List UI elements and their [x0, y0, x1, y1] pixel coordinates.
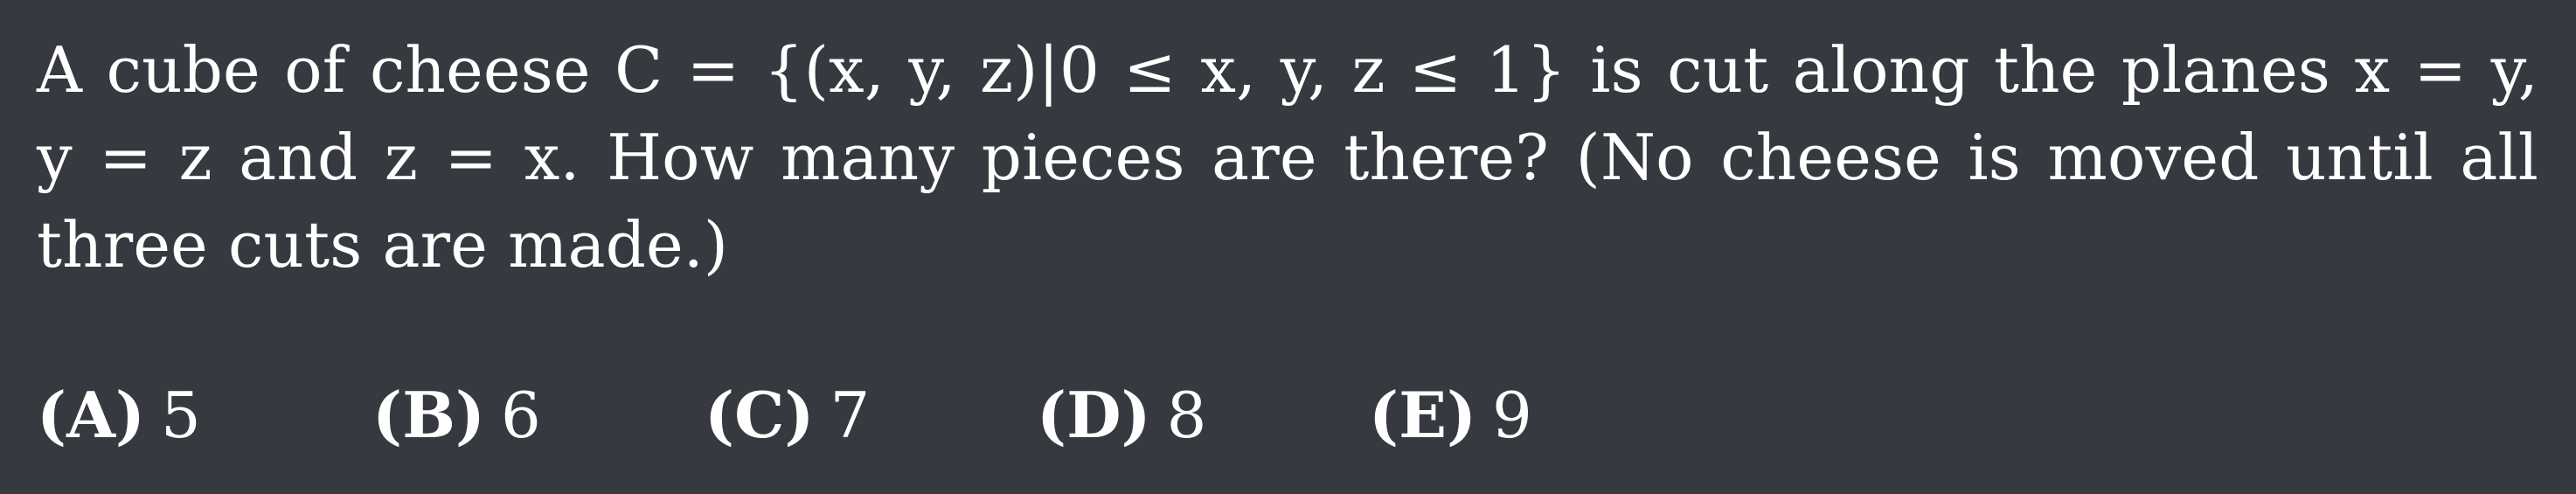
question-line-2: y = z and z = x. How many pieces are there? (No cheese is moved until all [37, 121, 2538, 194]
question-text [37, 26, 2538, 289]
question-line-3: three cuts are made.) [37, 208, 729, 282]
choice-c-value: 7 [830, 379, 871, 452]
choice-d[interactable] [1037, 372, 1206, 459]
choice-c-letter: (C) [705, 378, 815, 452]
choice-d-letter: (D) [1037, 378, 1151, 452]
choice-b[interactable] [372, 372, 541, 459]
choice-a-letter: (A) [37, 378, 145, 452]
choice-e-letter: (E) [1369, 378, 1477, 452]
choice-e-value: 9 [1492, 379, 1532, 452]
choice-b-value: 6 [501, 379, 541, 452]
choice-b-letter: (B) [372, 378, 485, 452]
choice-a[interactable] [37, 372, 201, 459]
choice-a-value: 5 [161, 379, 201, 452]
choice-e[interactable] [1369, 372, 1532, 459]
choice-d-value: 8 [1166, 379, 1207, 452]
question-line-1: A cube of cheese C = {(x, y, z)|0 ≤ x, y, z ≤ 1} is cut along the planes x = y, [37, 33, 2538, 107]
choice-c[interactable] [705, 372, 870, 459]
